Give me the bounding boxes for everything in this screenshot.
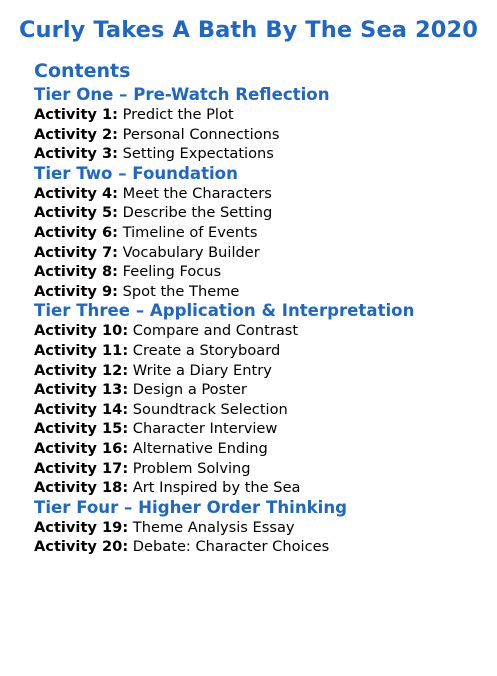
- activity-entry: [34, 518, 489, 538]
- activity-name: Theme Analysis Essay: [132, 518, 295, 536]
- activity-number: Activity 12:: [34, 361, 129, 379]
- activity-name: Character Interview: [132, 420, 278, 438]
- table-of-contents: [34, 85, 489, 557]
- activity-entry: [34, 478, 489, 498]
- activity-entry: [34, 262, 489, 282]
- activity-name: Problem Solving: [132, 459, 251, 477]
- activity-entry: [34, 125, 489, 145]
- activity-number: Activity 1:: [34, 106, 118, 123]
- activity-entry: [34, 184, 489, 204]
- activity-number: Activity 17:: [34, 459, 129, 477]
- activity-number: Activity 6:: [34, 223, 118, 241]
- activity-entry: [34, 282, 489, 302]
- activity-number: Activity 2:: [34, 125, 118, 143]
- activity-number: Activity 20:: [34, 538, 129, 556]
- activity-number: Activity 13:: [34, 381, 129, 399]
- activity-name: Setting Expectations: [122, 145, 274, 163]
- activity-entry: [34, 321, 489, 341]
- activity-number: Activity 14:: [34, 400, 129, 418]
- tier-heading: Tier Three – Application & Interpretation: [34, 301, 415, 321]
- activity-name: Soundtrack Selection: [132, 400, 288, 418]
- activity-number: Activity 5:: [34, 204, 118, 222]
- activity-name: Feeling Focus: [122, 263, 222, 281]
- activity-name: Spot the Theme: [122, 282, 240, 300]
- activity-entry: [34, 223, 489, 243]
- activity-entry: [34, 537, 489, 557]
- activity-entry: [34, 144, 489, 164]
- activity-number: Activity 4:: [34, 184, 118, 202]
- tier-heading: Tier Four – Higher Order Thinking: [34, 497, 348, 517]
- activity-entry: [34, 243, 489, 263]
- activity-name: Art Inspired by the Sea: [132, 479, 301, 497]
- activity-number: Activity 9:: [34, 282, 118, 300]
- tier-heading: Tier One – Pre-Watch Reflection: [34, 85, 330, 104]
- contents-heading: Contents: [34, 60, 131, 82]
- activity-name: Design a Poster: [132, 381, 247, 399]
- activity-entry: [34, 361, 489, 381]
- activity-number: Activity 11:: [34, 341, 129, 359]
- activity-name: Compare and Contrast: [132, 322, 299, 340]
- activity-name: Meet the Characters: [122, 184, 272, 202]
- activity-name: Predict the Plot: [122, 106, 234, 123]
- activity-number: Activity 15:: [34, 420, 129, 438]
- activity-entry: [34, 419, 489, 439]
- activity-number: Activity 3:: [34, 145, 118, 163]
- activity-name: Write a Diary Entry: [132, 361, 272, 379]
- activity-name: Create a Storyboard: [132, 341, 281, 359]
- activity-entry: [34, 380, 489, 400]
- activity-number: Activity 18:: [34, 479, 129, 497]
- activity-number: Activity 7:: [34, 243, 118, 261]
- activity-number: Activity 19:: [34, 518, 129, 536]
- activity-number: Activity 8:: [34, 263, 118, 281]
- activity-name: Timeline of Events: [122, 223, 258, 241]
- activity-number: Activity 16:: [34, 439, 129, 457]
- activity-entry: [34, 203, 489, 223]
- activity-name: Vocabulary Builder: [122, 243, 260, 261]
- tier-heading: Tier Two – Foundation: [34, 163, 238, 183]
- activity-entry: [34, 105, 489, 125]
- activity-name: Debate: Character Choices: [132, 538, 330, 556]
- activity-name: Alternative Ending: [132, 439, 268, 457]
- activity-name: Describe the Setting: [122, 204, 273, 222]
- activity-entry: [34, 459, 489, 479]
- activity-entry: [34, 439, 489, 459]
- activity-name: Personal Connections: [122, 125, 280, 143]
- activity-entry: [34, 400, 489, 420]
- activity-entry: [34, 341, 489, 361]
- document-title: Curly Takes A Bath By The Sea 2020: [18, 17, 479, 43]
- activity-number: Activity 10:: [34, 322, 129, 340]
